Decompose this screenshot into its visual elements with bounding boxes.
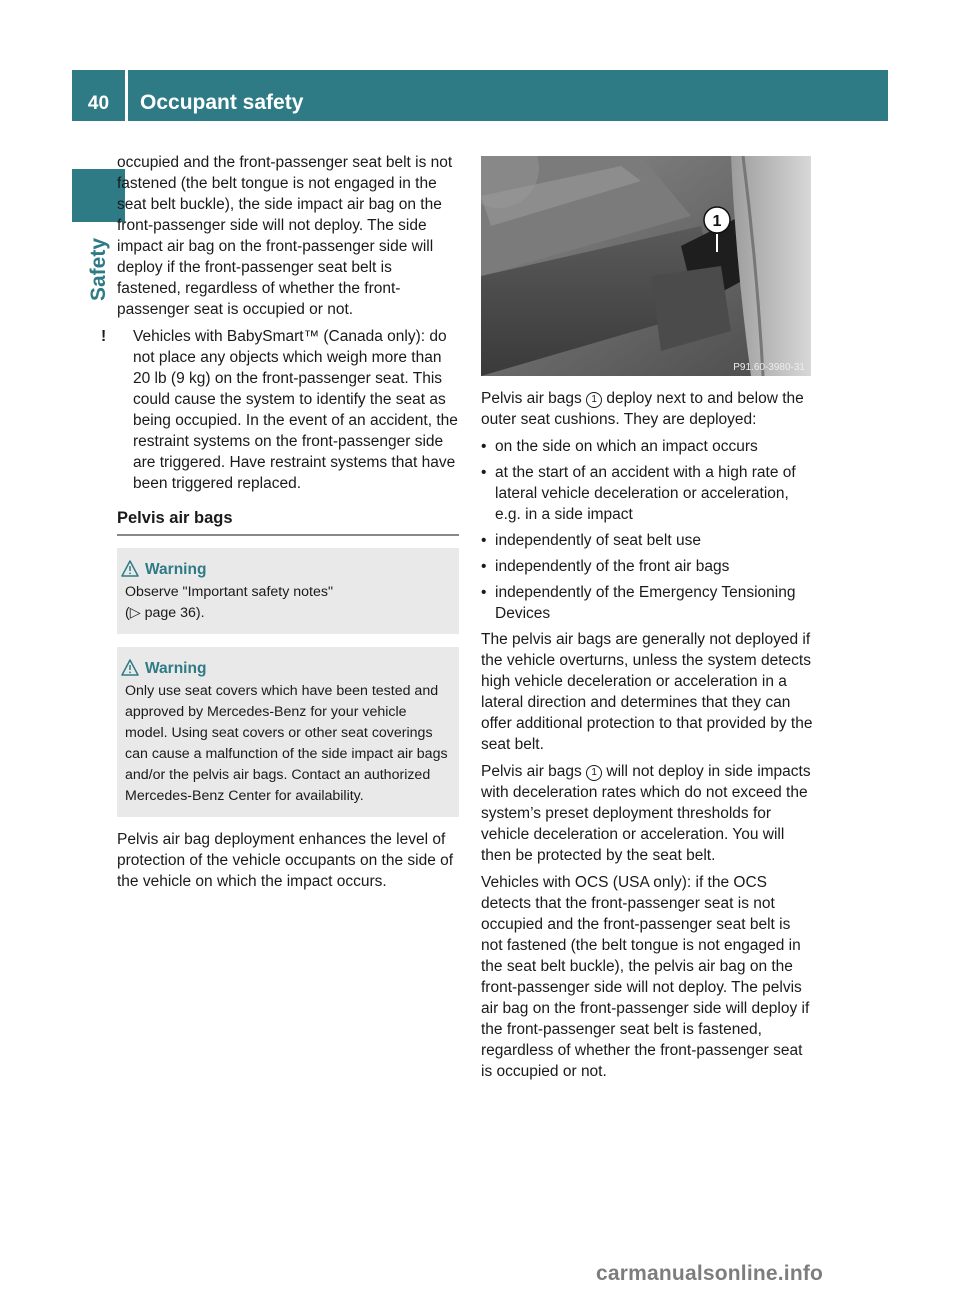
warning-triangle-icon [121, 659, 139, 676]
pelvis-intro-paragraph: Pelvis air bags 1 deploy next to and below the outer seat cushions. They are deployed: [481, 390, 804, 428]
list-item: • independently of the front air bags [481, 558, 730, 575]
bullet-icon: • [481, 464, 487, 481]
bullet-icon: • [481, 584, 487, 601]
watermark: carmanualsonline.info [596, 1262, 824, 1285]
seat-illustration [481, 156, 811, 376]
page-reference-link[interactable]: (▷ page 36). [125, 605, 205, 621]
bullet-icon: • [481, 532, 487, 549]
callout-number: 1 [712, 213, 722, 230]
note-text: Vehicles with BabySmart™ (Canada only): do not place any objects which weigh more than 20 lb (9 kg) on the front-passenger seat. This could cause the system to identify the seat as being occupied. In the event of an accident, the restraint systems on the front-passenger side are triggered. Have restraint systems that have been triggered replaced. [133, 328, 458, 492]
warning-box-1 [117, 548, 459, 634]
list-item: • independently of the Emergency Tensioning Devices [481, 584, 796, 622]
warning-line: Observe "Important safety notes" [125, 584, 334, 600]
babysmart-note [101, 326, 459, 494]
warning-text: Only use seat covers which have been tested and approved by Mercedes-Benz for your vehicle model. Using seat covers or other seat coverings can cause a malfunction of the side impact air bags and/or the pelvis air bags. Contact an authorized Mercedes-Benz Center for availability. [125, 683, 448, 804]
list-item: • at the start of an accident with a high rate of lateral vehicle deceleration or acceleration, e.g. in a side impact [481, 464, 796, 523]
pelvis-airbag-photo [481, 156, 811, 376]
overturn-paragraph: The pelvis air bags are generally not deployed if the vehicle overturns, unless the system detects high vehicle deceleration or acceleration in a lateral direction and determines that they can offer additional protection to that provided by the seat belt. [481, 631, 813, 753]
bullet-icon: • [481, 558, 487, 575]
deployment-list [481, 436, 815, 624]
list-item: • on the side on which an impact occurs [481, 438, 758, 455]
warning-title: Warning [145, 559, 451, 580]
warning-triangle-icon [121, 560, 139, 577]
section-heading: Pelvis air bags [117, 509, 233, 527]
ocs-paragraph: Vehicles with OCS (USA only): if the OCS detects that the front-passenger seat is not occupied and the front-passenger seat belt is not fastened (the belt tongue is not engaged in the seat belt buckle), the pelvis air bag on the front-passenger side will not deploy. The pelvis air bag on the front-passenger side will deploy if the front-passenger seat belt is fastened, regardless of whether the front-passenger seat is occupied or not. [481, 874, 810, 1080]
threshold-paragraph: Pelvis air bags 1 will not deploy in side impacts with deceleration rates which do not exceed the system’s preset deployment thresholds for vehicle deceleration or acceleration. You will then be protected by the seat belt. [481, 763, 811, 864]
callout-marker-icon: 1 [586, 765, 602, 781]
image-code: P91.60-3980-31 [733, 362, 805, 373]
closing-paragraph: Pelvis air bag deployment enhances the level of protection of the vehicle occupants on the side of the vehicle on which the impact occurs. [117, 831, 454, 890]
callout-marker-icon: 1 [586, 392, 602, 408]
section-tab-label: Safety [87, 238, 110, 302]
left-column [101, 152, 459, 898]
chapter-title: Occupant safety [140, 91, 304, 114]
list-item: • independently of seat belt use [481, 532, 701, 549]
heading-divider [117, 534, 459, 536]
right-column [481, 388, 815, 1088]
bullet-icon: • [481, 438, 487, 455]
page-number: 40 [87, 93, 110, 114]
warning-title: Warning [145, 658, 451, 679]
intro-paragraph: occupied and the front-passenger seat belt is not fastened (the belt tongue is not engaged in the seat belt buckle), the side impact air bag on the front-passenger side will not deploy. The side impact air bag on the front-passenger side will deploy if the front-passenger seat belt is fastened, regardless of whether the front-passenger seat is occupied or not. [117, 154, 453, 318]
warning-box-2 [117, 647, 459, 817]
caution-icon: ! [101, 328, 107, 345]
